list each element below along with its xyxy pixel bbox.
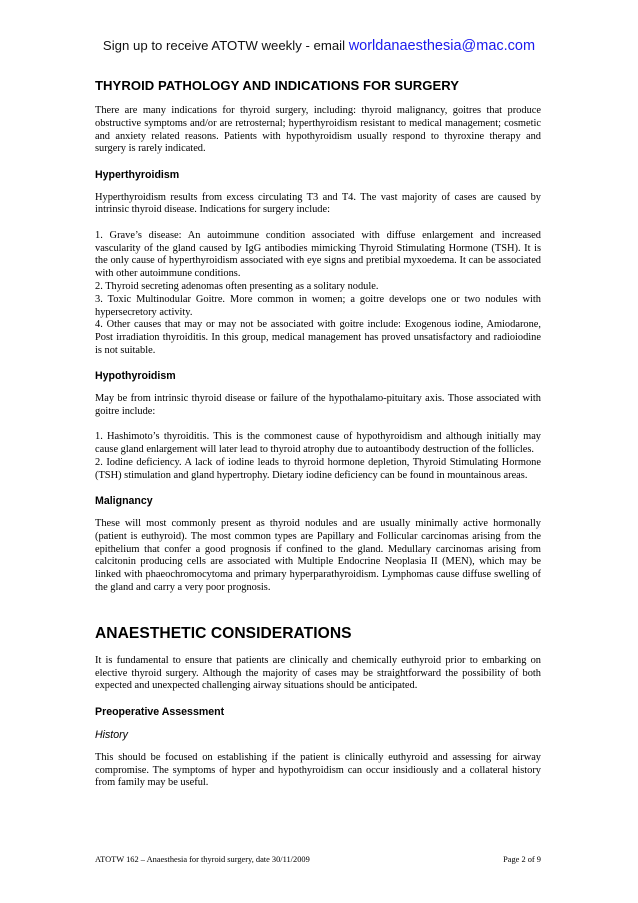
page-footer: [95, 855, 541, 864]
hyperthyroidism-intro: Hyperthyroidism results from excess circulating T3 and T4. The vast majority of cases are caused by intrinsic thyroid disease. Indications for surgery include:: [95, 191, 541, 216]
hypothyroidism-intro: May be from intrinsic thyroid disease or failure of the hypothalamo-pituitary axis. Those associated with goitre include:: [95, 393, 541, 418]
hypothyroidism-item-1: 1. Hashimoto’s thyroiditis. This is the commonest cause of hypothyroidism and although initially may cause gland enlargement will later lead to thyroid atrophy due to autoantibody destruction of the follicles.: [95, 431, 541, 456]
header-signup-text: Sign up to receive ATOTW weekly - email: [102, 38, 349, 53]
page-header: [0, 38, 638, 54]
malignancy-paragraph: These will most commonly present as thyroid nodules and are usually minimally active hormonally (patient is euthyroid). The most common types are Papillary and Follicular carcinomas arising from the epithelium that confer a good prognosis if confined to the gland. Medullary carcinomas arising from calcitonin producing cells are associated with Multiple Endocrine Neoplasia II (MEN), which may be linked with phaeochromocytoma and primary hyperparathyroidism. Lymphomas cause diffuse swelling of the gland and carry a very poor prognosis.: [95, 518, 541, 594]
section-intro-paragraph: There are many indications for thyroid surgery, including: thyroid malignancy, goitres that produce obstructive symptoms and/or are retrosternal; hyperthyroidism resistant to medical management; cosmetic and anxiety related reasons. Patients with hypothyroidism usually respond to thyroxine therapy and surgery is rarely indicated.: [95, 105, 541, 155]
heading-malignancy: Malignancy: [95, 495, 153, 508]
header-email-link[interactable]: worldanaesthesia@mac.com: [348, 38, 536, 54]
hyperthyroidism-item-3: 3. Toxic Multinodular Goitre. More common in women; a goitre develops one or two nodules with hypersecretory activity.: [95, 293, 541, 318]
footer-document-info: ATOTW 162 – Anaesthesia for thyroid surgery, date 30/11/2009: [95, 855, 310, 864]
hyperthyroidism-item-2: 2. Thyroid secreting adenomas often presenting as a solitary nodule.: [95, 280, 379, 292]
section-title-thyroid-pathology: THYROID PATHOLOGY AND INDICATIONS FOR SURGERY: [95, 78, 460, 93]
heading-hypothyroidism: Hypothyroidism: [95, 370, 176, 383]
heading-preoperative-assessment: Preoperative Assessment: [95, 705, 225, 718]
document-body: [95, 78, 541, 803]
history-paragraph: This should be focused on establishing if the patient is clinically euthyroid and assessing for airway compromise. The symptoms of hyper and hypothyroidism can occur insidiously and a collateral history from family may be useful.: [95, 751, 541, 789]
hyperthyroidism-item-1: 1. Grave’s disease: An autoimmune condition associated with diffuse enlargement and increased vascularity of the gland caused by IgG antibodies mimicking Thyroid Stimulating Hormone (TSH). It is the only cause of hyperthyroidism associated with eye signs and pretibial myxoedema. It can be associated with other autoimmune conditions.: [95, 229, 541, 280]
heading-hyperthyroidism: Hyperthyroidism: [95, 168, 180, 181]
heading-history: History: [95, 728, 128, 741]
section-title-anaesthetic-considerations: ANAESTHETIC CONSIDERATIONS: [95, 624, 352, 642]
hyperthyroidism-item-4: 4. Other causes that may or may not be associated with goitre include: Exogenous iodine, Amiodarone, Post irradiation thyroiditis. In this group, medical management has proved unsatisfactory and radioiodine is not suitable.: [95, 319, 541, 356]
footer-page-number: Page 2 of 9: [503, 855, 541, 864]
anaesthetic-intro-paragraph: It is fundamental to ensure that patients are clinically and chemically euthyroid prior to embarking on elective thyroid surgery. Although the majority of cases may be straightforward the possibility of both expected and unexpected challenging airway situations should be anticipated.: [95, 654, 541, 692]
hypothyroidism-item-2: 2. Iodine deficiency. A lack of iodine leads to thyroid hormone depletion, Thyroid Stimulating Hormone (TSH) stimulation and gland hypertrophy. Dietary iodine deficiency can be found in mountainous areas.: [95, 456, 541, 481]
